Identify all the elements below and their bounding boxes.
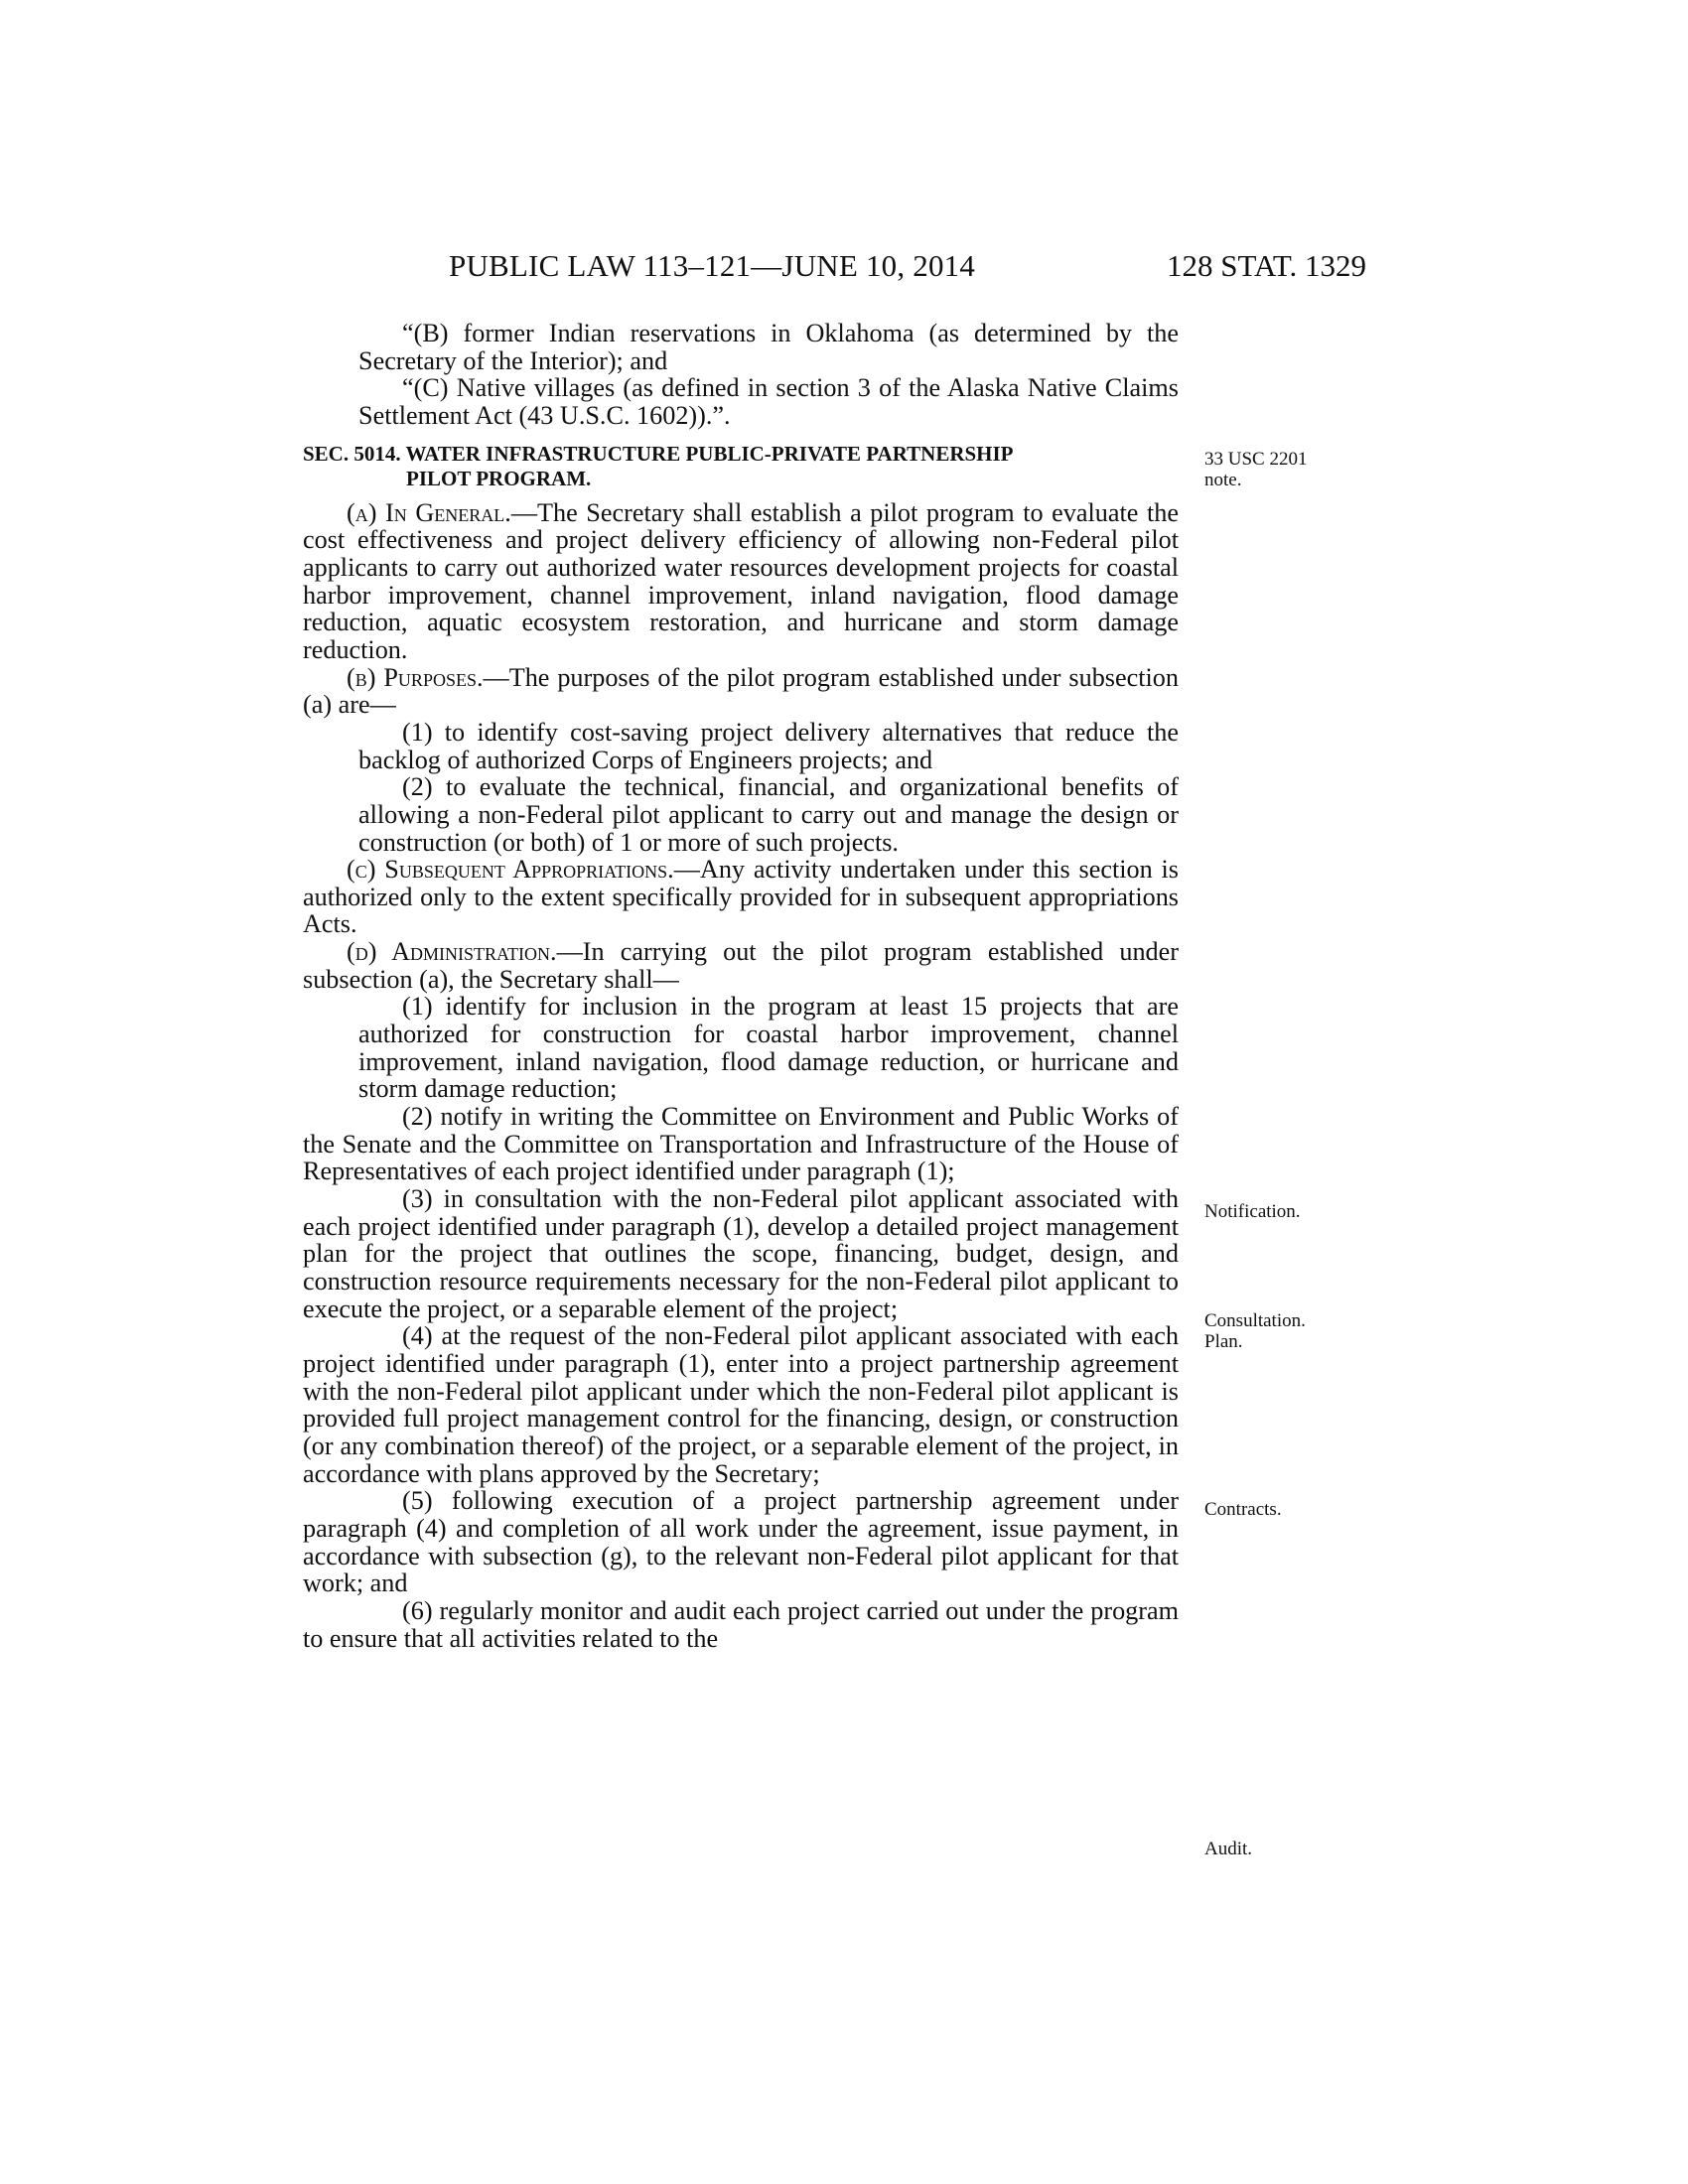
public-law-title: PUBLIC LAW 113–121—JUNE 10, 2014 bbox=[449, 248, 976, 283]
margin-note-notification: Notification. bbox=[1204, 1201, 1301, 1222]
margin-note-consultation-plan bbox=[1204, 1310, 1306, 1352]
subsection-a-text: —The Secretary shall establish a pilot program to evaluate the cost effectiveness and project delivery efficiency of allowing non-Federal pilot applicants to carry out authorized water resources development projects for coastal harbor improvement, channel improvement, inland navigation, flood damage reduction, aquatic ecosystem restoration, and hurricane and storm damage reduction. bbox=[303, 497, 1180, 664]
subsection-a bbox=[303, 499, 1179, 664]
quoted-text-block bbox=[303, 320, 1179, 430]
margin-note-usc-line-1: 33 USC 2201 bbox=[1204, 449, 1308, 470]
paragraph-d1: (1) identify for inclusion in the program at least 15 projects that are authorized for construction for coastal harbor improvement, channel improvement, inland navigation, flood damage reduction, or hurricane and storm damage reduction; bbox=[358, 992, 1179, 1104]
paragraph-d6: (6) regularly monitor and audit each project carried out under the program to ensure that all activities related to the bbox=[303, 1595, 1179, 1653]
margin-note-audit: Audit. bbox=[1204, 1839, 1253, 1859]
subsection-d-text: —In carrying out the pilot program established under subsection (a), the Secretary shall— bbox=[303, 937, 1179, 994]
subsection-d-caption: (d) Administration. bbox=[347, 937, 557, 967]
subsection-b-caption: (b) Purposes. bbox=[347, 662, 484, 692]
margin-note-contracts: Contracts. bbox=[1204, 1499, 1282, 1520]
subsection-c-caption: (c) Subsequent Appropriations. bbox=[347, 855, 674, 885]
subsection-c-text: —Any activity undertaken under this section is authorized only to the extent specifically provided for in subsequent appropriations Acts. bbox=[303, 855, 1180, 939]
paragraph-d4: (4) at the request of the non-Federal pilot applicant associated with each project identified under paragraph (1), enter into a project partnership agreement with the non-Federal pilot applicant under which the non-Federal pilot applicant is provided full project management control for the financing, design, or construction (or any combination thereof) of the project, or a separable element of the project, in accordance with plans approved by the Secretary; bbox=[303, 1321, 1179, 1488]
paragraph-b1: (1) to identify cost-saving project delivery alternatives that reduce the backlog of authorized Corps of Engineers projects; and bbox=[358, 717, 1179, 774]
margin-note-plan: Plan. bbox=[1204, 1331, 1243, 1352]
paragraph-d2: (2) notify in writing the Committee on Environment and Public Works of the Senate and the Committee on Transportation and Infrastructure of the House of Representatives of each project identified under paragraph (1); bbox=[303, 1102, 1179, 1186]
margin-note-consultation: Consultation. bbox=[1204, 1310, 1306, 1331]
subsection-b bbox=[303, 664, 1179, 719]
paragraph-b2: (2) to evaluate the technical, financial, and organizational benefits of allowing a non-Federal pilot applicant to carry out and manage the design or construction (or both) of 1 or more of such projects. bbox=[358, 772, 1179, 857]
quote-paragraph-b: “(B) former Indian reservations in Oklahoma (as determined by the Secretary of the Interior); and bbox=[358, 319, 1179, 375]
page-header bbox=[0, 248, 1688, 288]
section-heading-line-2: PILOT PROGRAM. bbox=[406, 466, 592, 490]
subsection-c bbox=[303, 856, 1179, 938]
margin-note-usc bbox=[1204, 449, 1307, 490]
paragraph-d3: (3) in consultation with the non-Federal pilot applicant associated with each project identified under paragraph (1), develop a detailed project management plan for the project that outlines the scope, financing, budget, design, and construction resource requirements necessary for the non-Federal pilot applicant to execute the project, or a separable element of the project; bbox=[303, 1184, 1179, 1323]
subsection-d bbox=[303, 938, 1179, 993]
margin-note-usc-line-2: note. bbox=[1204, 470, 1242, 490]
subsection-a-caption: (a) In General. bbox=[347, 497, 511, 527]
statute-page-number: 128 STAT. 1329 bbox=[1167, 248, 1367, 283]
subsection-b-text: —The purposes of the pilot program established under subsection (a) are— bbox=[303, 662, 1179, 720]
section-heading bbox=[303, 442, 1179, 491]
quote-paragraph-c: “(C) Native villages (as defined in section 3 of the Alaska Native Claims Settlement Act (43 U.S.C. 1602)).”. bbox=[358, 373, 1179, 430]
paragraph-d5: (5) following execution of a project partnership agreement under paragraph (4) and completion of all work under the agreement, issue payment, in accordance with subsection (g), to the relevant non-Federal pilot applicant for that work; and bbox=[303, 1486, 1179, 1598]
statute-body bbox=[303, 320, 1179, 1652]
section-heading-line-1: SEC. 5014. WATER INFRASTRUCTURE PUBLIC-PRIVATE PARTNERSHIP bbox=[303, 441, 1014, 466]
